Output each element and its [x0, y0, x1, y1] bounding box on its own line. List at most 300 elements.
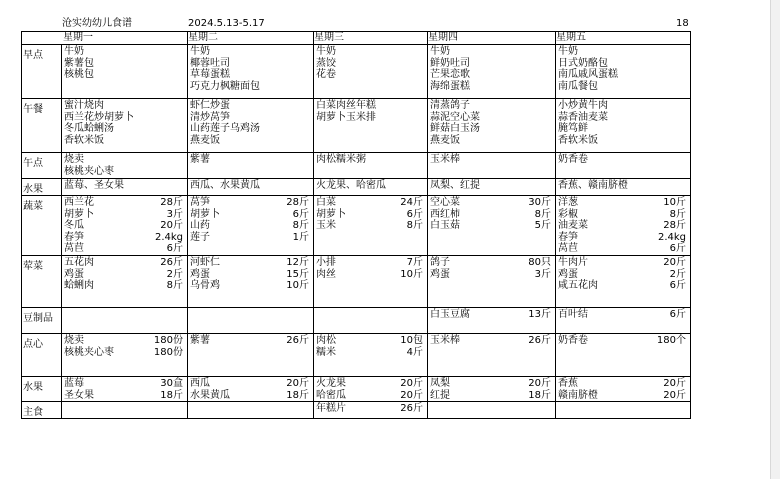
ingredient-quantity: 24斤	[400, 197, 423, 208]
menu-item	[188, 180, 313, 192]
ingredient-quantity: 20斤	[663, 256, 686, 268]
row-label: 点心	[22, 333, 62, 376]
dish-name: 烧卖	[64, 154, 84, 165]
ingredient-quantity: 20斤	[160, 220, 183, 232]
dish-name: 牛奶	[190, 46, 210, 57]
menu-item	[62, 220, 187, 232]
ingredient-quantity: 26斤	[160, 256, 183, 268]
menu-cell	[188, 402, 314, 419]
menu-item	[428, 46, 555, 58]
menu-item	[556, 180, 690, 192]
menu-item	[556, 269, 690, 281]
menu-cell	[62, 402, 188, 419]
menu-item	[556, 390, 690, 402]
menu-cell	[188, 307, 314, 333]
menu-item	[428, 58, 555, 70]
dish-name: 南瓜餐包	[558, 80, 598, 92]
menu-cell	[62, 333, 188, 376]
menu-item	[314, 220, 427, 232]
menu-cell	[314, 307, 428, 333]
ingredient-quantity: 18斤	[160, 389, 183, 401]
menu-cell	[188, 45, 314, 99]
row-label: 午餐	[22, 99, 62, 153]
ingredient-name: 哈密瓜	[316, 389, 346, 401]
menu-cell	[314, 196, 428, 256]
menu-item	[188, 135, 313, 147]
menu-cell	[188, 196, 314, 256]
ingredient-name: 山药	[190, 220, 210, 232]
menu-item	[62, 209, 187, 221]
menu-item	[188, 335, 313, 347]
dish-name: 紫薯	[190, 154, 210, 165]
dish-name: 核桃包	[64, 69, 94, 81]
menu-item	[314, 100, 427, 112]
menu-item	[188, 154, 313, 166]
row-label: 水果	[22, 179, 62, 196]
menu-item	[188, 378, 313, 390]
menu-cell	[556, 402, 691, 419]
menu-cell	[556, 99, 691, 153]
ingredient-name: 西红柿	[430, 208, 460, 220]
row-tofu	[22, 307, 691, 333]
dish-name: 小炒黄牛肉	[558, 100, 608, 111]
menu-cell	[314, 255, 428, 307]
ingredient-quantity: 6斤	[406, 208, 423, 220]
ingredient-name: 鸽子	[430, 256, 450, 268]
ingredient-name: 空心菜	[430, 197, 460, 208]
menu-item	[62, 335, 187, 347]
dish-name: 香软米饭	[558, 134, 598, 146]
ingredient-name: 莴笋	[190, 197, 210, 208]
menu-item	[428, 209, 555, 221]
menu-cell	[428, 255, 556, 307]
menu-item	[188, 58, 313, 70]
menu-item	[314, 154, 427, 166]
menu-cell	[556, 179, 691, 196]
row-label: 豆制品	[22, 307, 62, 333]
row-afternoon-snack	[22, 153, 691, 179]
menu-item	[428, 257, 555, 269]
dish-name: 清炒莴笋	[190, 111, 230, 123]
menu-item	[62, 112, 187, 124]
dish-name: 南瓜戚风蛋糕	[558, 69, 618, 81]
menu-cell	[428, 153, 556, 179]
menu-item	[62, 347, 187, 359]
menu-item	[314, 403, 427, 415]
ingredient-name: 冬瓜	[64, 220, 84, 232]
menu-cell	[428, 376, 556, 401]
menu-cell	[188, 179, 314, 196]
menu-item	[556, 135, 690, 147]
menu-cell	[314, 45, 428, 99]
dish-name: 凤梨、红提	[430, 180, 480, 191]
menu-cell	[428, 179, 556, 196]
ingredient-name: 赣南脐橙	[558, 389, 598, 401]
ingredient-name: 彩椒	[558, 208, 578, 220]
dish-name: 山药莲子乌鸡汤	[190, 123, 260, 135]
menu-item	[62, 269, 187, 281]
ingredient-name: 西兰花	[64, 197, 94, 208]
menu-item	[62, 154, 187, 166]
menu-item	[556, 81, 690, 93]
menu-item	[314, 46, 427, 58]
menu-item	[62, 135, 187, 147]
menu-cell	[556, 376, 691, 401]
row-meat	[22, 255, 691, 307]
menu-cell	[314, 376, 428, 401]
menu-item	[556, 197, 690, 209]
ingredient-name: 春笋	[64, 231, 84, 243]
dish-name: 蒜泥空心菜	[430, 111, 480, 123]
ingredient-quantity: 2斤	[166, 268, 183, 280]
menu-item	[62, 197, 187, 209]
ingredient-quantity: 3斤	[534, 268, 551, 280]
ingredient-quantity: 30盒	[160, 377, 183, 389]
ingredient-name: 胡萝卜	[64, 208, 94, 220]
dish-name: 鲜奶吐司	[430, 57, 470, 69]
menu-item	[314, 257, 427, 269]
dish-name: 鲜菇白玉汤	[430, 123, 480, 135]
dish-name: 椰蓉吐司	[190, 57, 230, 69]
menu-cell	[188, 333, 314, 376]
ingredient-name: 莲子	[190, 231, 210, 243]
ingredient-quantity: 2.4kg	[154, 231, 183, 243]
menu-cell	[556, 45, 691, 99]
menu-cell	[428, 333, 556, 376]
ingredient-quantity: 80只	[528, 256, 551, 268]
menu-item	[428, 220, 555, 232]
ingredient-quantity: 10斤	[286, 280, 309, 292]
ingredient-quantity: 8斤	[669, 208, 686, 220]
menu-item	[62, 232, 187, 244]
dish-name: 火龙果、哈密瓜	[316, 180, 386, 191]
menu-item	[62, 390, 187, 402]
ingredient-name: 白菜	[316, 197, 336, 208]
dish-name: 蜜汁烧肉	[64, 100, 104, 111]
dish-name: 腌笃鲜	[558, 123, 588, 135]
ingredient-quantity: 20斤	[528, 377, 551, 389]
row-fruit-qty	[22, 376, 691, 401]
menu-item	[428, 123, 555, 135]
menu-cell	[62, 196, 188, 256]
menu-item	[188, 69, 313, 81]
page-number: 18	[676, 18, 689, 29]
menu-title: 沧实幼幼儿食谱	[62, 18, 132, 29]
ingredient-name: 年糕片	[316, 403, 346, 415]
menu-item	[62, 243, 187, 255]
menu-cell	[62, 255, 188, 307]
menu-item	[556, 123, 690, 135]
menu-item	[556, 378, 690, 390]
row-label: 蔬菜	[22, 196, 62, 256]
menu-item	[428, 100, 555, 112]
ingredient-quantity: 6斤	[669, 280, 686, 292]
dish-name: 核桃夹心枣	[64, 165, 114, 177]
row-staple	[22, 402, 691, 419]
ingredient-name: 红提	[430, 389, 450, 401]
menu-item	[428, 309, 555, 321]
menu-cell	[428, 307, 556, 333]
ingredient-quantity: 20斤	[663, 389, 686, 401]
menu-item	[188, 81, 313, 93]
day-header-thu: 星期四	[428, 32, 556, 45]
day-header-row	[22, 32, 691, 45]
ingredient-quantity: 5斤	[534, 220, 551, 232]
ingredient-name: 玉米	[316, 220, 336, 232]
day-header-wed: 星期三	[314, 32, 428, 45]
dish-name: 牛奶	[64, 46, 84, 57]
menu-item	[314, 378, 427, 390]
ingredient-name: 胡萝卜	[190, 208, 220, 220]
menu-item	[62, 378, 187, 390]
ingredient-name: 莴苣	[64, 243, 84, 255]
dish-name: 巧克力枫糖面包	[190, 80, 260, 92]
ingredient-name: 糯米	[316, 346, 336, 358]
menu-item	[314, 209, 427, 221]
menu-item	[428, 112, 555, 124]
ingredient-name: 圣女果	[64, 389, 94, 401]
ingredient-name: 河虾仁	[190, 256, 220, 268]
ingredient-name: 胡萝卜	[316, 208, 346, 220]
menu-cell	[314, 333, 428, 376]
dish-name: 蒜香油麦菜	[558, 111, 608, 123]
ingredient-name: 春笋	[558, 231, 578, 243]
menu-item	[314, 390, 427, 402]
menu-cell	[188, 99, 314, 153]
menu-item	[188, 112, 313, 124]
menu-item	[314, 58, 427, 70]
menu-cell	[188, 255, 314, 307]
menu-item	[314, 269, 427, 281]
day-header-mon: 星期一	[22, 32, 188, 45]
dish-name: 牛奶	[558, 46, 578, 57]
menu-item	[314, 197, 427, 209]
menu-item	[556, 280, 690, 292]
ingredient-name: 奶香卷	[558, 334, 588, 346]
menu-item	[62, 280, 187, 292]
row-label: 水果	[22, 376, 62, 401]
dish-name: 肉松糯米粥	[316, 154, 366, 165]
menu-item	[428, 269, 555, 281]
menu-item	[188, 257, 313, 269]
ingredient-quantity: 26斤	[400, 403, 423, 415]
ingredient-name: 凤梨	[430, 377, 450, 389]
menu-cell	[188, 376, 314, 401]
ingredient-quantity: 12斤	[286, 256, 309, 268]
dish-name: 花卷	[316, 69, 336, 81]
menu-cell	[314, 179, 428, 196]
row-label: 主食	[22, 402, 62, 419]
ingredient-quantity: 26斤	[286, 334, 309, 346]
ingredient-quantity: 180份	[153, 346, 183, 358]
ingredient-quantity: 10斤	[663, 197, 686, 208]
ingredient-name: 玉米棒	[430, 334, 460, 346]
ingredient-quantity: 180个	[656, 334, 686, 346]
menu-item	[556, 100, 690, 112]
row-fruit	[22, 179, 691, 196]
dish-name: 草莓蛋糕	[190, 69, 230, 81]
dish-name: 燕麦饭	[190, 134, 220, 146]
menu-item	[62, 100, 187, 112]
menu-item	[428, 81, 555, 93]
menu-item	[556, 243, 690, 255]
dish-name: 清蒸鸽子	[430, 100, 470, 111]
menu-item	[62, 257, 187, 269]
menu-item	[314, 112, 427, 124]
ingredient-name: 五花肉	[64, 256, 94, 268]
ingredient-quantity: 20斤	[400, 389, 423, 401]
menu-cell	[62, 376, 188, 401]
ingredient-quantity: 6斤	[669, 243, 686, 255]
ingredient-quantity: 4斤	[406, 346, 423, 358]
menu-item	[556, 46, 690, 58]
menu-cell	[62, 45, 188, 99]
menu-cell	[428, 402, 556, 419]
menu-item	[188, 209, 313, 221]
menu-item	[428, 180, 555, 192]
row-lunch	[22, 99, 691, 153]
row-pastry	[22, 333, 691, 376]
menu-item	[188, 100, 313, 112]
menu-item	[314, 335, 427, 347]
ingredient-quantity: 2斤	[669, 268, 686, 280]
ingredient-name: 洋葱	[558, 197, 578, 208]
menu-item	[428, 390, 555, 402]
dish-name: 虾仁炒蛋	[190, 100, 230, 111]
dish-name: 日式奶酪包	[558, 57, 608, 69]
menu-item	[556, 69, 690, 81]
dish-name: 白菜肉丝年糕	[316, 100, 376, 111]
dish-name: 蒸饺	[316, 57, 336, 69]
ingredient-quantity: 6斤	[166, 243, 183, 255]
menu-cell	[62, 307, 188, 333]
menu-cell	[314, 153, 428, 179]
ingredient-quantity: 6斤	[292, 208, 309, 220]
date-range: 2024.5.13-5.17	[188, 18, 265, 29]
menu-item	[62, 180, 187, 192]
menu-item	[428, 378, 555, 390]
menu-item	[314, 180, 427, 192]
menu-item	[188, 220, 313, 232]
dish-name: 紫薯包	[64, 57, 94, 69]
menu-cell	[556, 196, 691, 256]
menu-item	[188, 390, 313, 402]
ingredient-name: 鸡蛋	[190, 268, 210, 280]
ingredient-name: 油麦菜	[558, 220, 588, 232]
ingredient-quantity: 180份	[153, 334, 183, 346]
menu-item	[556, 335, 690, 347]
menu-item	[188, 280, 313, 292]
ingredient-quantity: 10斤	[400, 268, 423, 280]
ingredient-name: 火龙果	[316, 377, 346, 389]
dish-name: 冬瓜蛤蜊汤	[64, 123, 114, 135]
day-header-fri: 星期五	[556, 32, 691, 45]
row-vegetables	[22, 196, 691, 256]
ingredient-quantity: 3斤	[166, 208, 183, 220]
row-label: 荤菜	[22, 255, 62, 307]
menu-item	[62, 58, 187, 70]
menu-item	[62, 123, 187, 135]
menu-cell	[428, 196, 556, 256]
row-label: 午点	[22, 153, 62, 179]
menu-cell	[314, 99, 428, 153]
ingredient-quantity: 20斤	[663, 377, 686, 389]
ingredient-quantity: 6斤	[669, 308, 686, 320]
menu-item	[428, 197, 555, 209]
day-header-tue: 星期二	[188, 32, 314, 45]
dish-name: 西瓜、水果黄瓜	[190, 180, 260, 191]
dish-name: 蓝莓、圣女果	[64, 180, 124, 191]
menu-item	[314, 69, 427, 81]
ingredient-name: 肉丝	[316, 268, 336, 280]
ingredient-quantity: 20斤	[286, 377, 309, 389]
dish-name: 海绵蛋糕	[430, 80, 470, 92]
row-breakfast	[22, 45, 691, 99]
dish-name: 牛奶	[430, 46, 450, 57]
ingredient-quantity: 30斤	[528, 197, 551, 208]
menu-item	[556, 112, 690, 124]
ingredient-quantity: 10包	[400, 334, 423, 346]
menu-item	[556, 58, 690, 70]
menu-item	[556, 309, 690, 321]
dish-name: 芒果恋歌	[430, 69, 470, 81]
menu-cell	[62, 153, 188, 179]
ingredient-quantity: 8斤	[292, 220, 309, 232]
menu-item	[62, 46, 187, 58]
menu-item	[188, 123, 313, 135]
ingredient-quantity: 2.4kg	[657, 231, 686, 243]
ingredient-name: 烧卖	[64, 334, 84, 346]
dish-name: 奶香卷	[558, 154, 588, 165]
ingredient-name: 莴苣	[558, 243, 578, 255]
ingredient-quantity: 15斤	[286, 268, 309, 280]
menu-cell	[428, 45, 556, 99]
ingredient-name: 香蕉	[558, 377, 578, 389]
ingredient-name: 蓝莓	[64, 377, 84, 389]
ingredient-name: 白玉豆腐	[430, 308, 470, 320]
ingredient-quantity: 28斤	[286, 197, 309, 208]
ingredient-quantity: 1斤	[292, 231, 309, 243]
menu-cell	[556, 307, 691, 333]
dish-name: 香软米饭	[64, 134, 104, 146]
menu-item	[556, 257, 690, 269]
ingredient-name: 鸡蛋	[430, 268, 450, 280]
menu-item	[188, 46, 313, 58]
menu-cell	[62, 179, 188, 196]
menu-item	[188, 197, 313, 209]
menu-cell	[314, 402, 428, 419]
ingredient-quantity: 8斤	[166, 280, 183, 292]
ingredient-name: 西瓜	[190, 377, 210, 389]
ingredient-quantity: 8斤	[406, 220, 423, 232]
menu-item	[62, 69, 187, 81]
menu-cell	[556, 153, 691, 179]
menu-cell	[188, 153, 314, 179]
dish-name: 胡萝卜玉米排	[316, 111, 376, 123]
menu-item	[62, 166, 187, 178]
ingredient-name: 牛肉片	[558, 256, 588, 268]
ingredient-name: 乌骨鸡	[190, 280, 220, 292]
vertical-scrollbar[interactable]	[770, 0, 780, 479]
row-label: 早点	[22, 45, 62, 99]
menu-item	[556, 209, 690, 221]
dish-name: 香蕉、赣南脐橙	[558, 180, 628, 191]
menu-cell	[428, 99, 556, 153]
dish-name: 牛奶	[316, 46, 336, 57]
dish-name: 燕麦饭	[430, 134, 460, 146]
ingredient-quantity: 28斤	[663, 220, 686, 232]
ingredient-quantity: 13斤	[528, 308, 551, 320]
